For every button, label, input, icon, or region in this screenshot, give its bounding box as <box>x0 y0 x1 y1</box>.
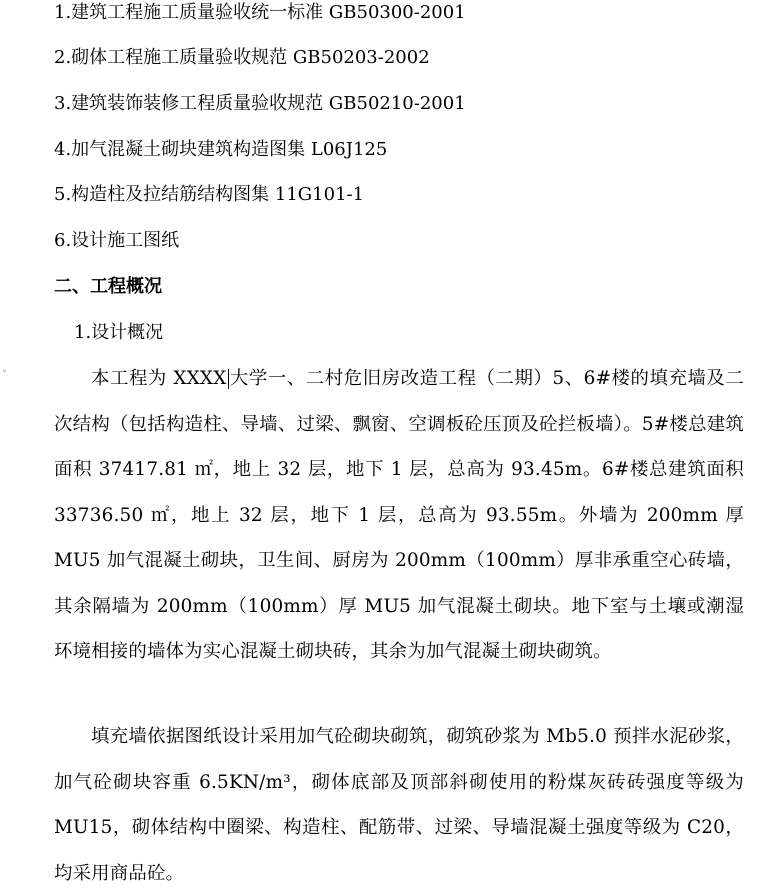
standard-item-5: 5.构造柱及拉结筋结构图集 11G101-1 <box>54 184 365 205</box>
section-heading: 二、工程概况 <box>54 276 162 297</box>
margin-mark: ˅ <box>2 370 7 381</box>
subsection-heading: 1.设计概况 <box>74 322 164 343</box>
text-cursor <box>228 369 229 389</box>
paragraph-text-start: 本工程为 XXXX <box>91 368 227 389</box>
standard-item-2: 2.砌体工程施工质量验收规范 GB50203-2002 <box>54 47 430 68</box>
standard-item-1: 1.建筑工程施工质量验收统一标准 GB50300-2001 <box>54 2 466 23</box>
standard-item-6: 6.设计施工图纸 <box>54 230 180 251</box>
paragraph-text-rest: 大学一、二村危旧房改造工程（二期）5、6#楼的填充墙及二次结构（包括构造柱、导墙、过梁、飘窗、空调板砼压顶及砼拦板墙）。5#楼总建筑面积 37417.81 ㎡，地上 32 层，地下 1 层，总高为 93.45m。6#楼总建筑面积 33736.50 ㎡，地上 32 层，地下 1 层，总高为 93.55m。外墙为 200mm 厚 MU5 加气混凝土砌块，卫生间、厨房为 200mm（100mm）厚非承重空心砖墙，其余隔墙为 200mm（100mm）厚 MU5 加气混凝土砌块。地下室与土壤或潮湿环境相接的墙体为实心混凝土砌块砖，其余为加气混凝土砌块砌筑。 <box>54 368 744 662</box>
paragraph-design-overview <box>54 356 744 675</box>
standard-item-3: 3.建筑装饰装修工程质量验收规范 GB50210-2001 <box>54 93 466 114</box>
paragraph-infill-wall: 填充墙依据图纸设计采用加气砼砌块砌筑，砌筑砂浆为 Mb5.0 预拌水泥砂浆，加气砼砌块容重 6.5KN/m³，砌体底部及顶部斜砌使用的粉煤灰砖砖强度等级为 MU15，砌体结构中圈梁、构造柱、配筋带、过梁、导墙混凝土强度等级为 C20，均采用商品砼。 <box>54 726 744 884</box>
standard-item-4: 4.加气混凝土砌块建筑构造图集 L06J125 <box>54 139 388 160</box>
